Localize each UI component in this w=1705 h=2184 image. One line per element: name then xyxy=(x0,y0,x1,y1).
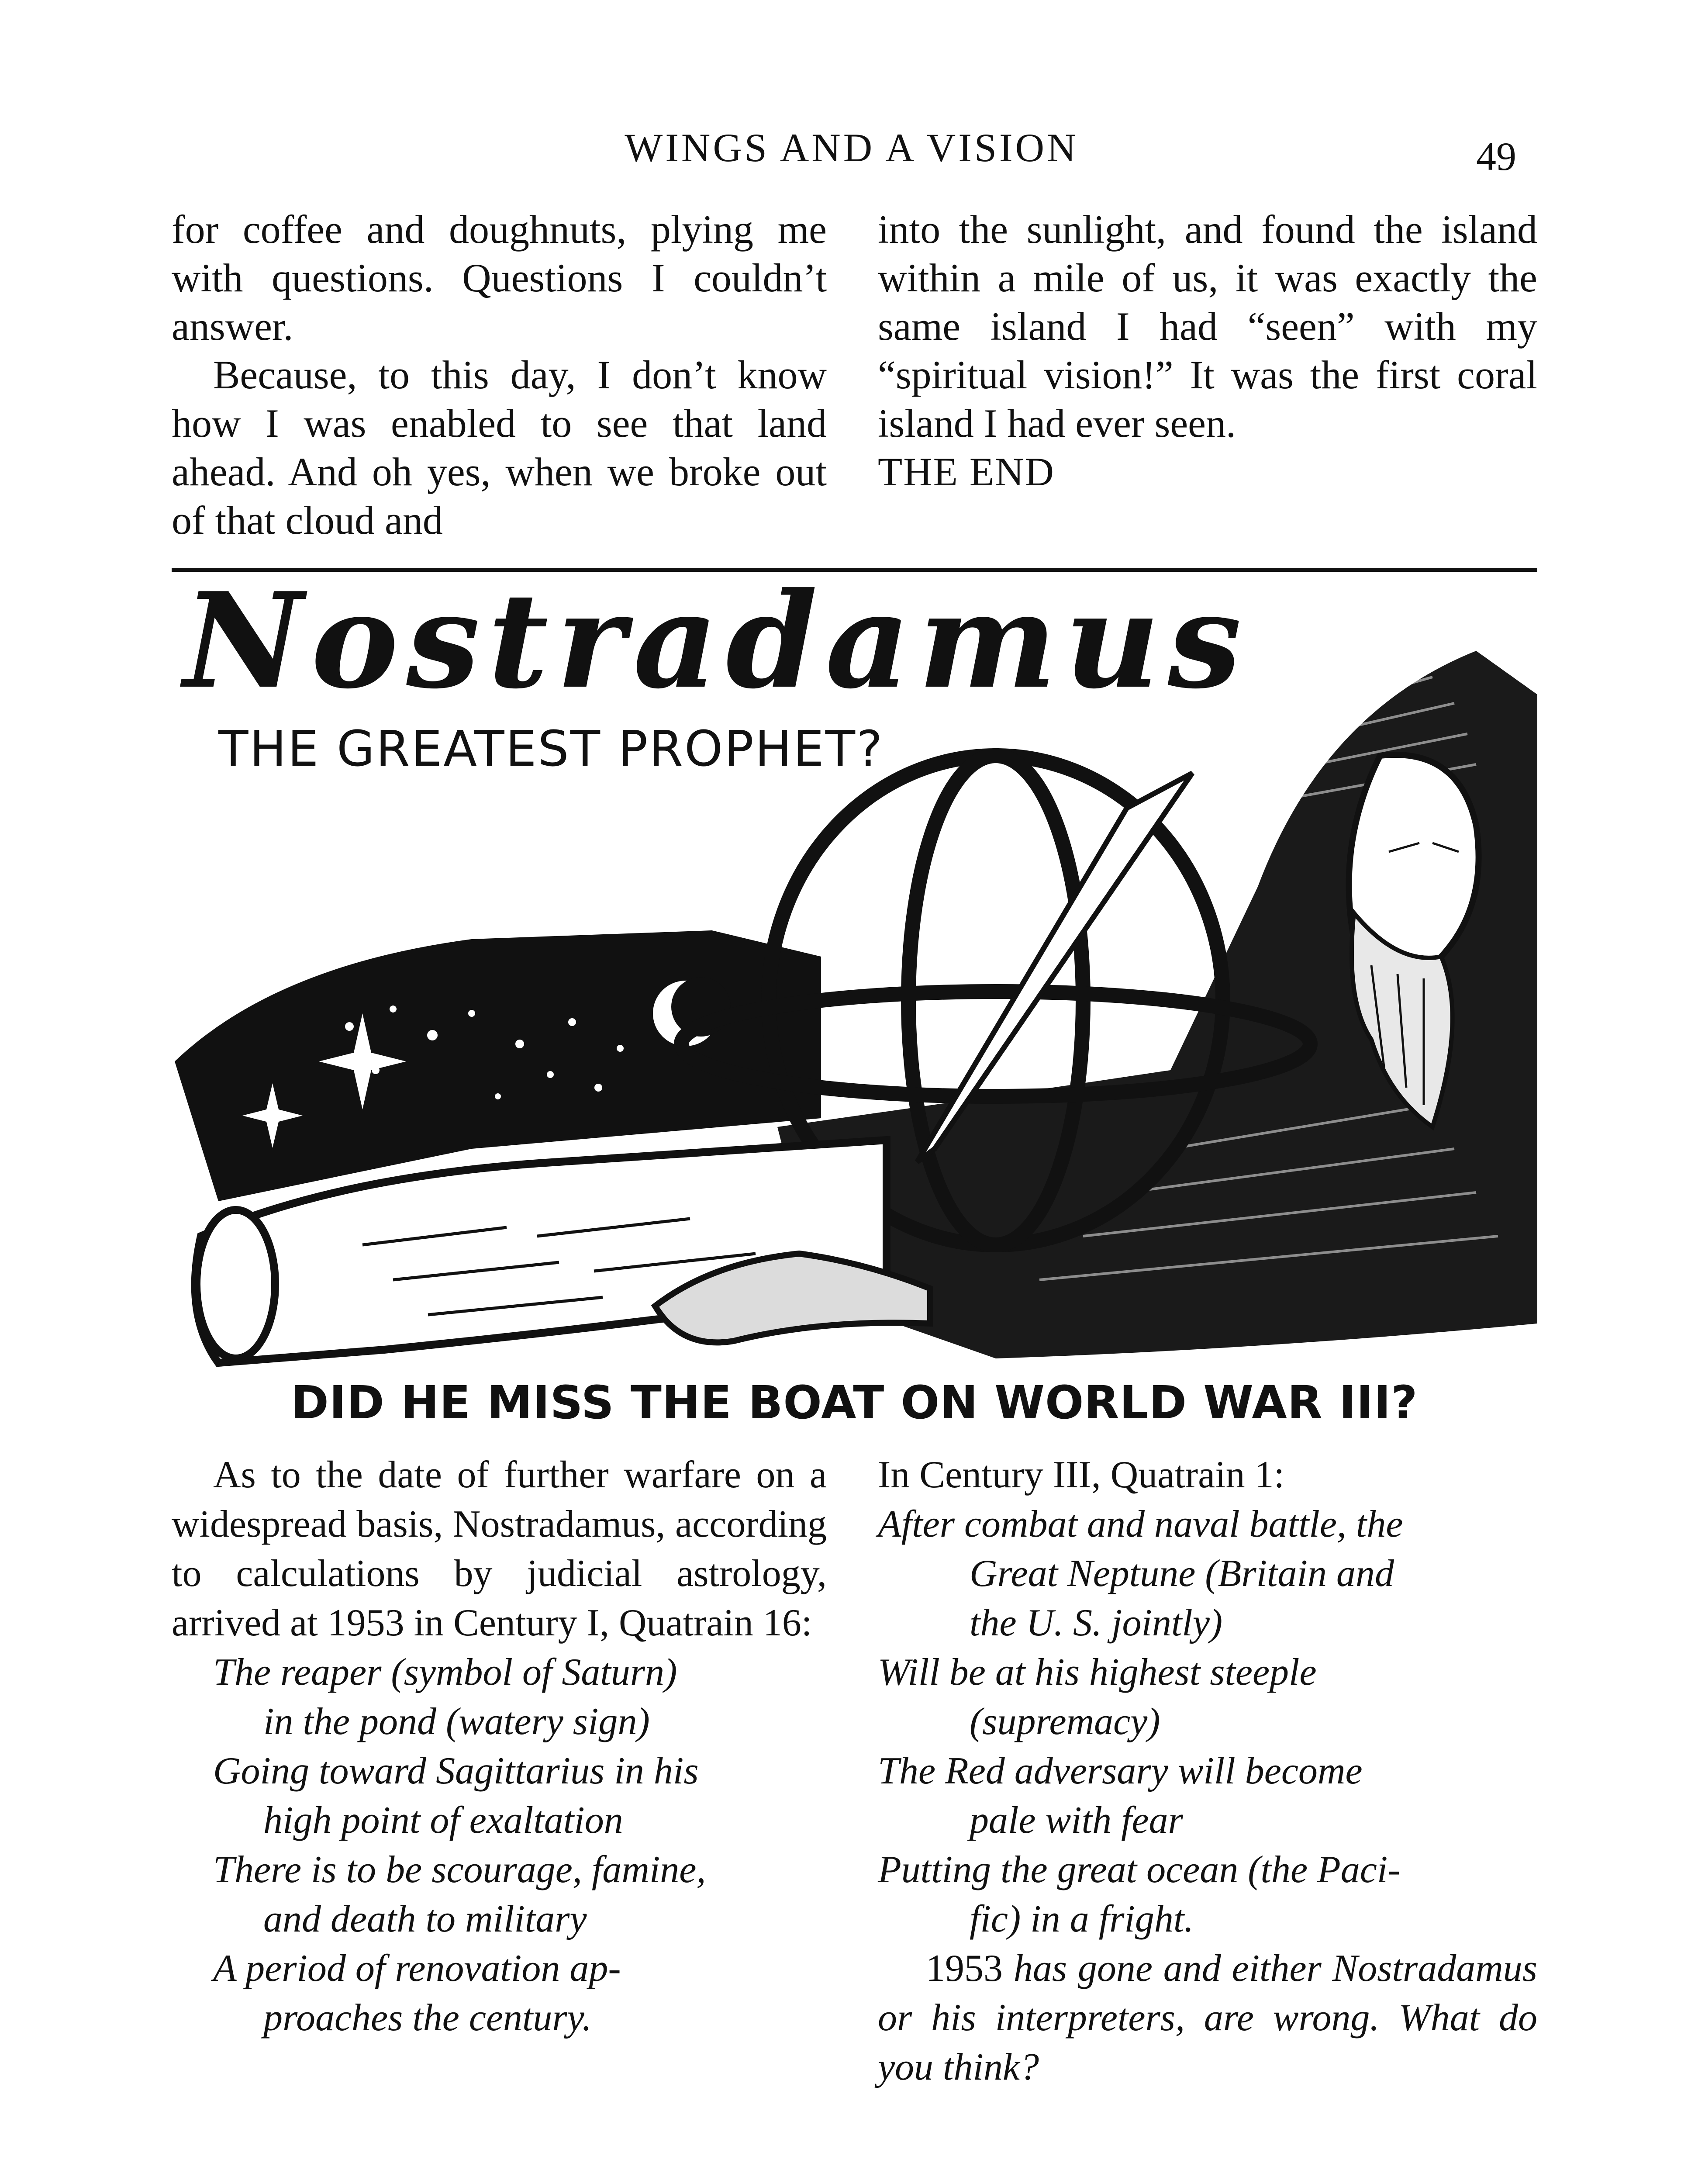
article-right-column xyxy=(878,1450,1537,2092)
article-intro-left: As to the date of further warfare on a widespread basis, Nostradamus, according to calculations by judicial astrology, arrived at 1953 in Century I, Quatrain 16: xyxy=(172,1454,827,1644)
top-story-right-column xyxy=(878,205,1537,496)
quatrain-century-one xyxy=(172,1648,827,2042)
closing-text: has gone and either Nostradamus or his interpreters, are wrong. What do you think? xyxy=(878,1947,1538,2088)
running-title: WINGS AND A VISION xyxy=(625,125,1079,170)
top-story-paragraph-3: into the sunlight, and found the island within a mile of us, it was exactly the same island I had “seen” with my “spiritual vision!” It was the first coral island I had ever seen. xyxy=(878,207,1537,446)
verse-line: fic) in a fright. xyxy=(970,1898,1194,1940)
feature-title: Nostradamus xyxy=(183,563,1249,718)
verse-line: The reaper (symbol of Saturn) xyxy=(213,1651,677,1693)
top-story-left-column xyxy=(172,205,827,545)
verse-line: After combat and naval battle, the xyxy=(878,1503,1403,1545)
verse-line: proaches the century. xyxy=(263,1997,592,2039)
verse-line: The Red adversary will become xyxy=(878,1750,1363,1792)
top-story-paragraph-1: for coffee and doughnuts, plying me with questions. Questions I couldn’t answer. xyxy=(172,207,827,349)
closing-year: 1953 xyxy=(926,1947,1003,1990)
verse-line: Great Neptune (Britain and xyxy=(970,1552,1394,1595)
verse-line: (supremacy) xyxy=(970,1700,1160,1743)
verse-line: high point of exaltation xyxy=(263,1799,623,1842)
article-intro-right: In Century III, Quatrain 1: xyxy=(878,1454,1285,1496)
verse-line: Will be at his highest steeple xyxy=(878,1651,1317,1693)
quatrain-century-three xyxy=(878,1500,1537,1944)
page-number: 49 xyxy=(1476,134,1516,179)
verse-line: in the pond (watery sign) xyxy=(263,1700,650,1743)
article-headline: DID HE MISS THE BOAT ON WORLD WAR III? xyxy=(291,1376,1418,1429)
feature-subtitle: THE GREATEST PROPHET? xyxy=(218,721,884,778)
top-story-paragraph-2: Because, to this day, I don’t know how I was enabled to see that land ahead. And oh yes, when we broke out of that cloud and xyxy=(172,352,827,543)
verse-line: Putting the great ocean (the Paci- xyxy=(878,1849,1401,1891)
verse-line: A period of renovation ap- xyxy=(213,1947,621,1990)
verse-line: There is to be scourage, famine, xyxy=(213,1849,706,1891)
end-mark: THE END xyxy=(878,449,1055,494)
article-left-column xyxy=(172,1450,827,2042)
verse-line: the U. S. jointly) xyxy=(970,1602,1223,1644)
verse-line: pale with fear xyxy=(970,1799,1183,1842)
verse-line: and death to military xyxy=(263,1898,587,1940)
verse-line: Going toward Sagittarius in his xyxy=(213,1750,699,1792)
article-closing xyxy=(878,1944,1537,2092)
